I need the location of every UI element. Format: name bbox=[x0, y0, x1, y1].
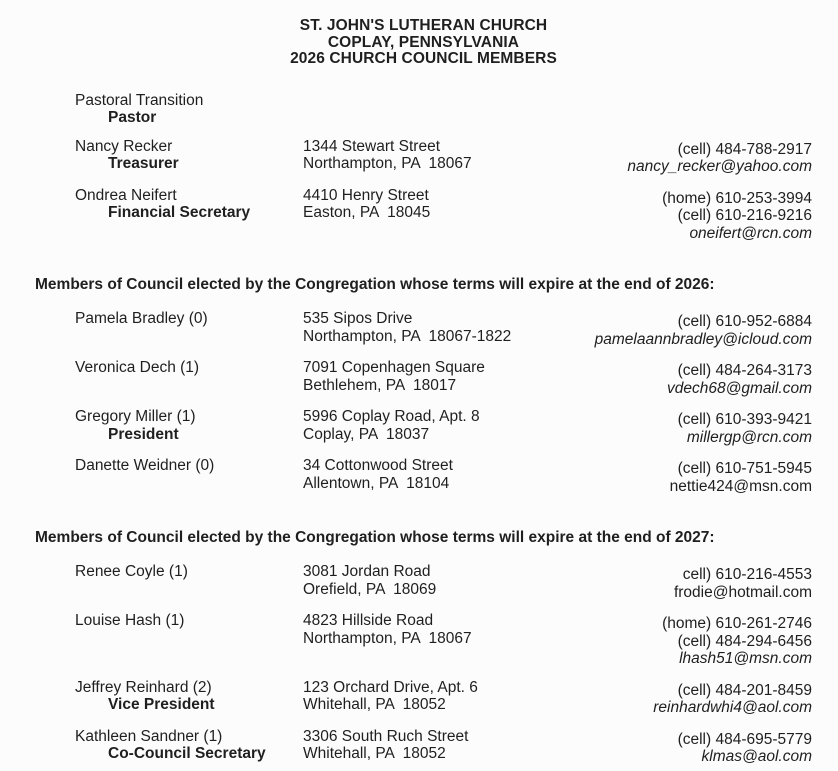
member-row bbox=[35, 408, 812, 446]
member-row bbox=[35, 187, 812, 243]
member-address bbox=[303, 359, 555, 394]
email-text: nancy_recker@yahoo.com bbox=[627, 158, 812, 175]
member-name-column bbox=[75, 563, 303, 581]
address-line: Northampton, PA 18067-1822 bbox=[303, 327, 512, 345]
address-line: 3081 Jordan Road bbox=[303, 563, 431, 580]
address-line: 4823 Hillside Road bbox=[303, 612, 434, 629]
document-header bbox=[35, 18, 812, 68]
member-name: Louise Hash (1) bbox=[75, 612, 185, 629]
phone-number: (cell) 484-695-5779 bbox=[677, 730, 812, 748]
member-name: Ondrea Neifert bbox=[75, 186, 177, 204]
member-name: Jeffrey Reinhard (2) bbox=[75, 678, 212, 696]
member-row bbox=[35, 457, 812, 495]
email-text: klmas@aol.com bbox=[701, 748, 812, 765]
member-contact bbox=[555, 359, 812, 397]
phone-number: (cell) 484-294-6456 bbox=[677, 632, 812, 650]
email-text: vdech68@gmail.com bbox=[667, 379, 812, 397]
church-name: ST. JOHN'S LUTHERAN CHURCH bbox=[299, 17, 548, 34]
member-row bbox=[35, 679, 812, 717]
council-list bbox=[35, 92, 812, 771]
member-address bbox=[303, 728, 555, 763]
address-line: 5996 Coplay Road, Apt. 8 bbox=[303, 408, 480, 425]
address-line: 1344 Stewart Street bbox=[303, 137, 440, 155]
phone-number: (cell) 610-952-6884 bbox=[677, 313, 812, 330]
email-text: nettie424@msn.com bbox=[669, 477, 812, 495]
email-text: pamelaannbradley@icloud.com bbox=[594, 330, 812, 348]
member-contact bbox=[555, 457, 812, 495]
council-section bbox=[35, 506, 812, 771]
phone-number: (home) 610-253-3994 bbox=[662, 189, 812, 207]
member-name-column bbox=[75, 457, 303, 475]
member-row bbox=[35, 310, 812, 348]
church-location: COPLAY, PENNSYLVANIA bbox=[327, 33, 520, 51]
document-title: 2026 CHURCH COUNCIL MEMBERS bbox=[290, 50, 557, 67]
address-line: Northampton, PA 18067 bbox=[303, 155, 472, 172]
member-contact bbox=[555, 92, 812, 95]
address-line: 123 Orchard Drive, Apt. 6 bbox=[303, 678, 478, 696]
member-contact bbox=[555, 187, 812, 243]
phone-number: (cell) 484-264-3173 bbox=[677, 362, 812, 379]
member-name: Veronica Dech (1) bbox=[75, 359, 200, 376]
phone-number: (cell) 484-788-2917 bbox=[677, 140, 812, 158]
member-address bbox=[303, 457, 555, 492]
member-role: Vice President bbox=[108, 696, 215, 713]
member-contact bbox=[555, 563, 812, 601]
member-address bbox=[303, 310, 555, 345]
member-name-column bbox=[75, 138, 303, 173]
member-address bbox=[303, 612, 555, 647]
member-contact bbox=[555, 679, 812, 717]
email-text: oneifert@rcn.com bbox=[689, 224, 812, 242]
member-name-column bbox=[75, 612, 303, 630]
email-text: reinhardwhi4@aol.com bbox=[653, 699, 812, 716]
member-role: Treasurer bbox=[108, 155, 179, 172]
member-name-column bbox=[75, 187, 303, 222]
email-text: millergp@rcn.com bbox=[686, 428, 812, 446]
member-role: Pastor bbox=[108, 109, 157, 126]
email-text: lhash51@msn.com bbox=[679, 650, 812, 667]
member-name-column bbox=[75, 728, 303, 763]
member-role: President bbox=[108, 425, 179, 443]
member-name: Danette Weidner (0) bbox=[75, 457, 215, 474]
member-contact bbox=[555, 728, 812, 766]
member-name: Kathleen Sandner (1) bbox=[75, 727, 223, 745]
member-contact bbox=[555, 612, 812, 668]
member-name-column bbox=[75, 92, 303, 127]
address-line: Orefield, PA 18069 bbox=[303, 580, 437, 598]
phone-number: (cell) 484-201-8459 bbox=[677, 681, 812, 699]
member-row bbox=[35, 359, 812, 397]
member-address bbox=[303, 679, 555, 714]
member-name-column bbox=[75, 679, 303, 714]
address-line: Bethlehem, PA 18017 bbox=[303, 376, 457, 394]
phone-number: (cell) 610-216-9216 bbox=[677, 207, 812, 224]
address-line: Easton, PA 18045 bbox=[303, 204, 431, 221]
address-line: 3306 South Ruch Street bbox=[303, 727, 469, 745]
member-name: Renee Coyle (1) bbox=[75, 563, 188, 580]
address-line: 535 Sipos Drive bbox=[303, 310, 413, 327]
section-heading: Members of Council elected by the Congregation whose terms will expire at the end of 2027: bbox=[35, 529, 715, 546]
member-row bbox=[35, 612, 812, 668]
email-text: frodie@hotmail.com bbox=[673, 583, 812, 601]
member-name-column bbox=[75, 408, 303, 443]
member-name: Pamela Bradley (0) bbox=[75, 310, 208, 327]
member-role: Co-Council Secretary bbox=[108, 745, 266, 762]
member-address bbox=[303, 187, 555, 222]
member-address bbox=[303, 563, 555, 598]
address-line: 4410 Henry Street bbox=[303, 186, 429, 204]
phone-number: (cell) 610-393-9421 bbox=[677, 411, 812, 428]
address-line: 7091 Copenhagen Square bbox=[303, 359, 485, 376]
council-section bbox=[35, 92, 812, 254]
phone-number: (home) 610-261-2746 bbox=[662, 615, 812, 632]
phone-number: (cell) 610-751-5945 bbox=[677, 460, 812, 477]
member-name-column bbox=[75, 310, 303, 328]
address-line: Whitehall, PA 18052 bbox=[303, 696, 446, 713]
member-name: Gregory Miller (1) bbox=[75, 408, 196, 425]
address-line: Allentown, PA 18104 bbox=[303, 474, 450, 492]
member-contact bbox=[555, 310, 812, 348]
member-contact bbox=[555, 138, 812, 176]
member-row bbox=[35, 92, 812, 127]
member-address bbox=[303, 138, 555, 173]
member-name: Pastoral Transition bbox=[75, 91, 204, 109]
phone-number: cell) 610-216-4553 bbox=[682, 566, 812, 583]
member-row bbox=[35, 138, 812, 176]
member-name: Nancy Recker bbox=[75, 137, 173, 155]
section-heading: Members of Council elected by the Congregation whose terms will expire at the end of 2026: bbox=[35, 276, 715, 293]
member-contact bbox=[555, 408, 812, 446]
member-role: Financial Secretary bbox=[108, 204, 251, 221]
address-line: Coplay, PA 18037 bbox=[303, 425, 430, 443]
member-address bbox=[303, 408, 555, 443]
address-line: Northampton, PA 18067 bbox=[303, 629, 472, 647]
member-row bbox=[35, 728, 812, 766]
member-name-column bbox=[75, 359, 303, 377]
address-line: Whitehall, PA 18052 bbox=[303, 745, 446, 762]
council-section bbox=[35, 253, 812, 506]
address-line: 34 Cottonwood Street bbox=[303, 457, 453, 474]
member-row bbox=[35, 563, 812, 601]
